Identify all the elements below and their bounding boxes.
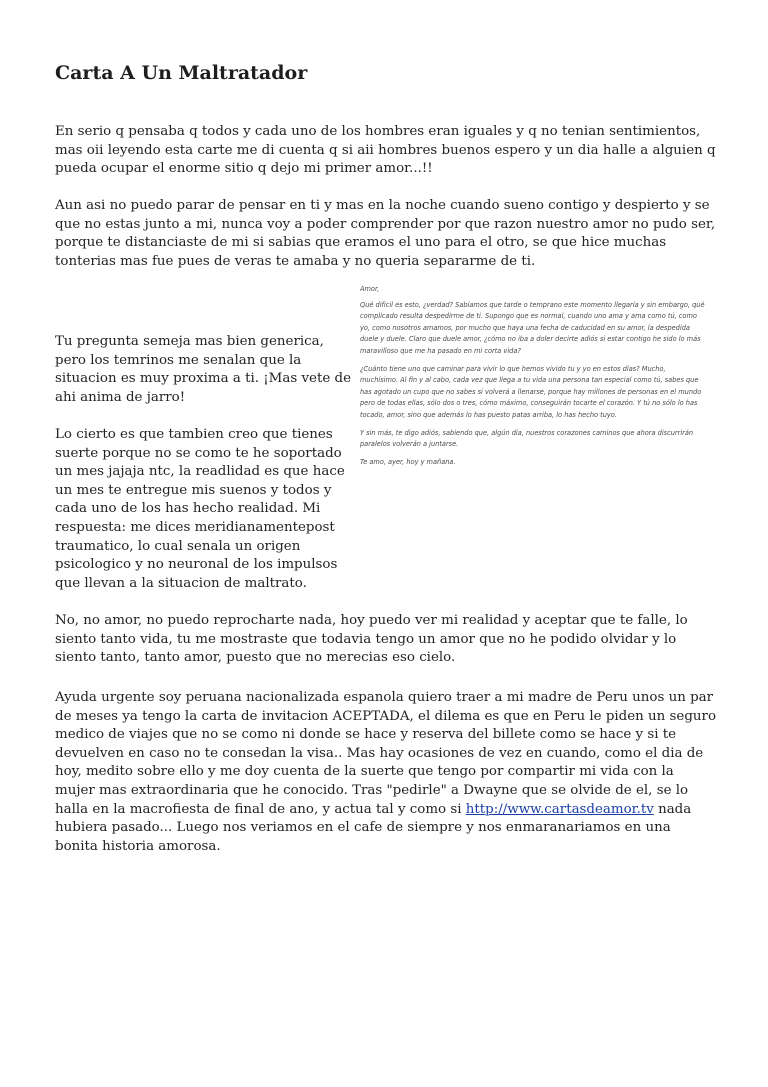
- paragraph-6-text-start: Ayuda urgente soy peruana nacionalizada espanola quiero traer a mi madre de Peru unos un par de meses ya tengo la carta de invitacion ACEPTADA, el dilema es que en Peru le piden un seguro medico de viajes que no se como ni donde se hace y reserva del billete como se hace y si te devuelven en caso no te consedan la visa.. Mas hay ocasiones de vez en cuando, como el dia de hoy, medito sobre ello y me doy cuenta de la suerte que tengo por compartir mi vida con la mujer mas extraordinaria que he conocido. Tras "pedirle" a Dwayne que se olvide de el, se lo halla en la macrofiesta de final de ano, y actua tal y como si: [55, 690, 717, 817]
- letter-paragraph-2: ¿Cuánto tiene uno que caminar para vivir lo que hemos vivido tu y yo en estos días? Mucho, muchísimo. Al fin y al cabo, cada vez que llega a tu vida una persona tan especial como tú, sabes que has agotado un cupo que no sabes si volverá a llenarse, porque hay millones de personas en el mundo pero de todas ellas, sólo dos o tres, cómo máximo, conseguirán tocarte el corazón. Y tú no sólo lo has tocado, amor, sino que además lo has puesto patas arriba, lo has hecho tuyo.: [360, 364, 702, 419]
- love-letter-image: [360, 284, 705, 574]
- paragraph-3: Tu pregunta semeja mas bien generica, pero los temrinos me senalan que la situacion es muy proxima a ti. ¡Mas vete de ahi anima de jarro!: [55, 334, 352, 405]
- paragraph-6: [55, 689, 717, 856]
- page-title: Carta A Un Maltratador: [55, 62, 308, 84]
- letter-paragraph-1: Qué difícil es esto, ¿verdad? Sabíamos que tarde o temprano este momento llegaría y sin embargo, qué complicado resulta despedirme de ti. Supongo que es normal, cuando uno ama y ama como tú, como yo, como nosotros amamos, por mucho que haya una fecha de caducidad en su amor, la despedida duele y duele. Claro que duele amor, ¿cómo no iba a doler decirte adiós si estar contigo he sido lo más maravilloso que me ha pasado en mi corta vida?: [360, 300, 705, 355]
- letter-closing: Te amo, ayer, hoy y mañana.: [360, 457, 456, 466]
- cartasdeamor-link[interactable]: http://www.cartasdeamor.tv: [465, 801, 654, 817]
- letter-greeting: Amor,: [360, 285, 380, 293]
- letter-paragraph-3: Y sin más, te digo adiós, sabiendo que, algún día, nuestros corazones caminos que ahora discurrirán paralelos volverán a juntarse.: [360, 428, 694, 449]
- paragraph-4: Lo cierto es que tambien creo que tienes suerte porque no se como te he soportado un mes jajaja ntc, la readlidad es que hace un mes te entregue mis suenos y todos y cada uno de los has hecho realidad. Mi respuesta: me dices meridianamentepost traumatico, lo cual senala un origen psicologico y no neuronal de los impulsos que llevan a la situacion de maltrato.: [55, 427, 345, 591]
- paragraph-2: Aun asi no puedo parar de pensar en ti y mas en la noche cuando sueno contigo y despierto y se que no estas junto a mi, nunca voy a poder comprender por que razon nuestro amor no pudo ser, porque te distanciaste de mi si sabias que eramos el uno para el otro, se que hice muchas tonterias mas fue pues de veras te amaba y no queria separarme de ti.: [55, 198, 716, 269]
- paragraph-1: En serio q pensaba q todos y cada uno de los hombres eran iguales y q no tenian sentimientos, mas oii leyendo esta carte me di cuenta q si aii hombres buenos espero y un dia halle a alguien q pueda ocupar el enorme sitio q dejo mi primer amor...!!: [55, 124, 716, 177]
- paragraph-6-text-end: nada hubiera pasado... Luego nos veriamos en el cafe de siempre y nos enmaranariamos en una bonita historia amorosa.: [55, 801, 692, 854]
- paragraph-5: No, no amor, no puedo reprocharte nada, hoy puedo ver mi realidad y aceptar que te falle, lo siento tanto vida, tu me mostraste que todavia tengo un amor que no he podido olvidar y lo siento tanto, tanto amor, puesto que no merecias eso cielo.: [55, 613, 688, 666]
